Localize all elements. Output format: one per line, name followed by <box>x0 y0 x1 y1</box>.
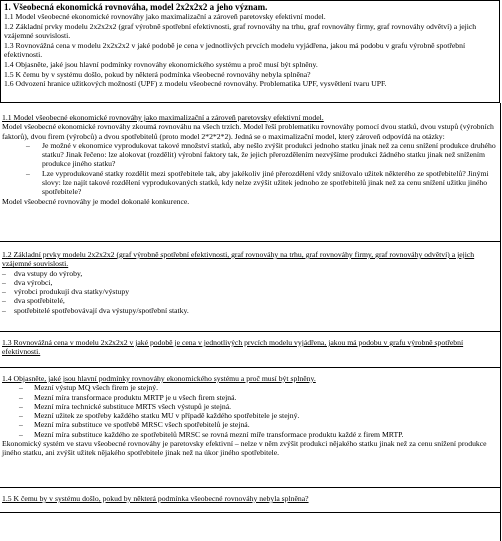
toc-title: 1. Všeobecná ekonomická rovnováha, model 2x2x2x2 a jeho význam. <box>4 2 268 12</box>
toc-item-1-6: 1.6 Odvození hranice užitkových možností (UPF) z modelu všeobecné rovnováhy. Problematika UPF, vysvětlení tvaru UPF. <box>4 79 387 89</box>
section-1-2 <box>2 250 500 315</box>
divider <box>0 331 500 332</box>
list-item: – Mezní míra transformace produktu MRTP je u všech firem stejná. <box>2 393 500 402</box>
list-item: – Je možné v ekonomice vyprodukovat takové množství statků, aby nešlo zvýšit produkci jednoho statku jinak než za cenu snížení produkce druhého statku? Jinak řečeno: lze alokovat (rozdělit) výrobní faktory tak, že jejich přerozdělením nezvýšíme produkci žádného statku jinak než snížením produkce jiného statku? <box>2 141 500 169</box>
list-item: – Mezní užitek ze spotřeby každého statku MU v případě každého spotřebitele je stejný. <box>2 411 500 420</box>
list-item: – spotřebitelé spotřebovávají dva výstupy/spotřební statky. <box>2 306 500 315</box>
section-1-5-title: 1.5 K čemu by v systému došlo, pokud by některá podmínka všeobecné rovnováhy nebyla splněna? <box>2 494 309 503</box>
section-1-4-condition-list <box>2 383 500 439</box>
section-1-1-intro: Model všeobecné ekonomické rovnováhy zkoumá rovnováhu na všech trzích. Model řeší problematiku rovnováhy pomocí dvou statků, dvou vstupů (výrobních faktorů), dvou firem (výrobců) a dvou spotřebitelů (proto model 2*2*2*2). Jedná se o maximalizační model, který zároveň odpovídá na otázky: <box>2 122 494 141</box>
section-1-2-title: 1.2 Základní prvky modelu 2x2x2x2 (graf výrobně spotřební efektivnosti, graf rovnováhy na trhu, graf rovnováhy firmy, graf rovnováhy odvětví) a jejich vzájemné souvislosti. <box>2 250 475 269</box>
toc-item-1-3: 1.3 Rovnovážná cena v modelu 2x2x2x2 v jaké podobě je cena v jednotlivých prvcích modelu vyjádřena, jakou má podobu v grafu výrobně spotřební efektivnosti. <box>4 40 466 60</box>
divider <box>0 367 500 368</box>
divider <box>0 487 500 488</box>
section-1-1 <box>2 113 500 206</box>
list-item: – Mezní míra technické substituce MRTS všech výstupů je stejná. <box>2 402 500 411</box>
toc-item-1-2: 1.2 Základní prvky modelu 2x2x2x2 (graf výrobně spotřební efektivnosti, graf rovnováhy na trhu, graf rovnováhy firmy, graf rovnováhy odvětví) a jejich vzájemné souvislosti. <box>4 21 477 41</box>
list-item: – dva spotřebitelé, <box>2 296 500 305</box>
section-1-1-question-list <box>2 141 500 197</box>
section-1-4-closing: Ekonomický systém ve stavu všeobecné rovnováhy je paretovsky efektivní – nelze v něm zvýšit produkci nějakého statku jinak než za cenu snížení produkce jiného statku, ani zvýšit užitek nějakého spotřebitele jinak než na úkor jiného spotřebitele. <box>2 439 487 458</box>
list-item: – dva vstupy do výroby, <box>2 269 500 278</box>
list-item: – Lze vyprodukované statky rozdělit mezi spotřebitele tak, aby jakékoliv jiné přerozdělení vždy snižovalo užitek některého ze spotřebitelů? Jinými slovy: lze najít takové rozdělení vyprodukovaných statků, kdy nelze zvýšit užitek jednoho ze spotřebitelů jinak než za cenu snížení užitku jiného spotřebitele? <box>2 169 500 197</box>
section-1-3-title: 1.3 Rovnovážná cena v modelu 2x2x2x2 v jaké podobě je cena v jednotlivých prvcích modelu vyjádřena, jakou má podobu v grafu výrobně spotřební efektivnosti. <box>2 338 464 357</box>
section-1-2-element-list <box>2 269 500 315</box>
section-1-3 <box>2 338 500 357</box>
section-1-1-title: 1.1 Model všeobecné ekonomické rovnováhy jako maximalizační a zároveň paretovsky efektivní model. <box>2 113 324 122</box>
divider <box>0 512 500 513</box>
toc-item-1-1: 1.1 Model všeobecné ekonomické rovnováhy jako maximalizační a zároveň paretovsky efektivní model. <box>4 12 326 21</box>
section-1-5 <box>2 494 500 503</box>
toc-item-1-5: 1.5 K čemu by v systému došlo, pokud by některá podmínka všeobecné rovnováhy nebyla splněna? <box>4 69 311 79</box>
section-1-1-closing: Model všeobecné rovnováhy je model dokonalé konkurence. <box>2 196 190 206</box>
list-item: – dva výrobci, <box>2 278 500 287</box>
list-item: – Mezní míra substituce ve spotřebě MRSC všech spotřebitelů je stejná. <box>2 420 500 429</box>
section-1-4-title: 1.4 Objasněte, jaké jsou hlavní podmínky rovnováhy ekonomického systému a proč musí být splněny. <box>2 374 316 383</box>
right-border-line <box>500 103 501 541</box>
section-1-4 <box>2 374 500 458</box>
list-item: – výrobci produkují dva statky/výstupy <box>2 287 500 296</box>
list-item: – Mezní míra substituce každého ze spotřebitelů MRSC se rovná mezní míře transformace produktu každé z firem MRTP. <box>2 430 500 439</box>
table-of-contents <box>0 0 500 103</box>
divider <box>0 241 500 242</box>
list-item: – Mezní výstup MQ všech firem je stejný. <box>2 383 500 392</box>
toc-item-1-4: 1.4 Objasněte, jaké jsou hlavní podmínky rovnováhy ekonomického systému a proč musí být splněny. <box>4 59 318 69</box>
